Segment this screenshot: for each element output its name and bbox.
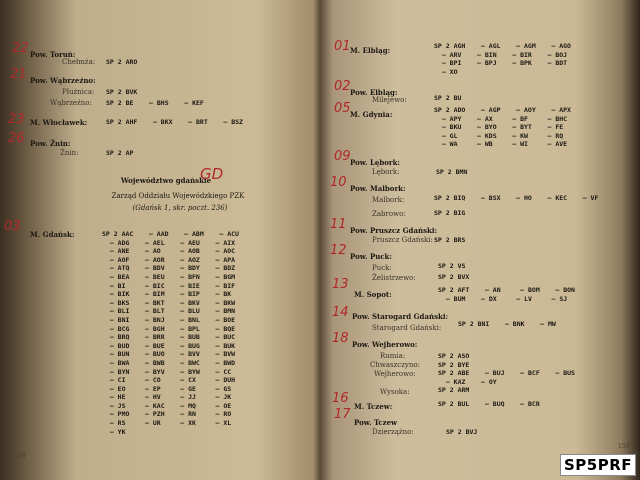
gdansk-heading: M. Gdańsk:: [30, 230, 75, 239]
callsign-codes: SP 2 BMN: [436, 168, 468, 176]
entry-place: Pruszcz Gdański:: [372, 236, 433, 244]
callsign-codes: SP 2 BIQ — BSX — HO — KEC — VF: [434, 194, 599, 202]
entry-place: Chwaszczyno:: [370, 361, 420, 369]
entry-heading: M. Elbląg:: [350, 46, 391, 55]
entry-place: Lębork:: [372, 168, 400, 176]
handwritten-annotation: 16: [332, 391, 349, 406]
entry-place: Puck:: [372, 264, 392, 272]
entry-heading: Pow. Elbląg:: [350, 88, 398, 97]
handwritten-annotation: 02: [334, 79, 351, 94]
callsign-codes: SP 2 BIG: [434, 209, 466, 217]
handwritten-annotation: 14: [332, 305, 349, 320]
callsign-codes: SP 2 BVK: [106, 88, 138, 96]
entry-heading: Pow. Wąbrzeźno:: [30, 76, 96, 85]
callsign-codes: SP 2 BE — BHS — KEF: [106, 99, 204, 107]
entry-heading: Pow. Lębork:: [350, 158, 401, 167]
handwritten-annotation: 03: [4, 219, 21, 234]
entry-heading: Pow. Tczew: [354, 418, 398, 427]
entry-heading: Pow. Toruń:: [30, 50, 76, 59]
handwritten-annotation: 18: [332, 331, 349, 346]
voivodeship-title: Województwo gdańskie: [120, 176, 212, 185]
entry-heading: Pow. Pruszcz Gdański:: [350, 226, 438, 235]
callsign-codes: SP 2 ASO: [438, 352, 470, 360]
entry-heading: M. Tczew:: [354, 402, 393, 411]
entry-place: Zabrowo:: [372, 210, 406, 218]
handwritten-annotation: 13: [332, 277, 349, 292]
callsign-codes: SP 2 AHF — BKX — BRT — BSZ: [106, 118, 243, 126]
entry-place: Żelistrzewo:: [372, 274, 416, 282]
callsign-codes: SP 2 BU: [434, 94, 462, 102]
address: (Gdańsk 1, skr. poczt. 236): [132, 204, 228, 212]
left-page: [0, 0, 312, 470]
callsign-codes: SP 2 BYE: [438, 361, 470, 369]
watermark-logo: SP5PRF: [560, 454, 636, 476]
entry-heading: Pow. Wejherowo:: [352, 340, 418, 349]
entry-place: Wejherowo:: [374, 370, 416, 378]
entry-heading: M. Gdynia:: [350, 110, 393, 119]
callsign-codes: SP 2 AFT — AN — BOM — BON — BUM — DX — LV — SJ: [438, 286, 575, 303]
entry-heading: Pow. Malbork:: [350, 184, 406, 193]
callsign-codes: SP 2 BVJ: [446, 428, 478, 436]
handwritten-annotation: 23: [8, 112, 25, 127]
callsign-codes: SP 2 ABE — BUJ — BCF — BUS — KAZ — OY: [438, 369, 575, 386]
callsign-codes: SP 2 ARO: [106, 58, 138, 66]
entry-place: Wysoka:: [380, 388, 410, 396]
handwritten-annotation: GD: [200, 165, 224, 183]
entry-place: Dzierzążno:: [372, 428, 414, 436]
entry-place: Malbork:: [372, 196, 405, 204]
callsign-codes: SP 2 AGH — AGL — AGM — AGO — ARV — BIN — BIR — BOJ — BPI — BPJ — BPK — BDT — XO: [434, 42, 571, 76]
board-title: Zarząd Oddziału Wojewódzkiego PZK: [111, 192, 245, 200]
entry-place: Starogard Gdański:: [372, 324, 442, 332]
entry-place: Rumia:: [380, 352, 406, 360]
callsign-codes: SP 2 AP: [106, 149, 134, 157]
right-page: [318, 0, 640, 470]
handwritten-annotation: 17: [334, 407, 351, 422]
entry-place: Płużnica:: [62, 88, 95, 96]
entry-place: Milejewo:: [372, 96, 407, 104]
callsign-codes: SP 2 BVX: [438, 273, 470, 281]
handwritten-annotation: 05: [334, 101, 351, 116]
handwritten-annotation: 01: [334, 39, 351, 54]
callsign-codes: SP 2 VS: [438, 262, 466, 270]
callsign-codes: SP 2 ARM: [438, 386, 470, 394]
callsign-codes: SP 2 ADO — AGP — AOY — APX — APY — AX — BF — BHC — BKU — BYO — BYT — FE — GL — KDS — KW — RQ — WA — WB — WI — AVE: [434, 106, 571, 149]
handwritten-annotation: 26: [8, 131, 25, 146]
handwritten-annotation: 10: [330, 175, 347, 190]
handwritten-annotation: 21: [10, 67, 27, 82]
entry-heading: Pow. Starogard Gdański:: [352, 312, 449, 321]
entry-heading: M. Sopot:: [354, 290, 392, 299]
handwritten-annotation: 12: [330, 243, 347, 258]
page-number: 159: [618, 443, 630, 450]
callsign-codes: SP 2 BRS: [434, 236, 466, 244]
entry-heading: Pow. Żnin:: [30, 139, 71, 148]
entry-place: Żnin:: [60, 149, 79, 157]
entry-place: Chełmża:: [62, 58, 96, 66]
handwritten-annotation: 09: [334, 149, 351, 164]
entry-place: Wąbrzeźno:: [50, 99, 92, 107]
handwritten-annotation: 22: [12, 41, 29, 56]
page-number: 158: [14, 453, 26, 460]
entry-heading: Pow. Puck:: [350, 252, 392, 261]
callsign-codes: SP 2 BNI — BNK — MW: [458, 320, 556, 328]
callsign-codes: SP 2 BUL — BUQ — BCR: [438, 400, 540, 408]
entry-heading: M. Włocławek:: [30, 118, 88, 127]
handwritten-annotation: 11: [330, 217, 347, 232]
gdansk-callsign-codes: SP 2 AAC — AAD — ABM — ACU — ADG — AEL — AEU — AIX — ANE — AO — AOB — AOC — AOF — AOR — AOZ — APA — ATQ — BDV — BDY — BDZ — BEA — BEU — BFN — BGM — BI — BIC — BIE — BIF — BIK — BIM — BIP — BK — BKS — BKT — BKV — BKW — BLI — BLT — BLU — BMN — BNI — BNJ — BNL — BOE — BCG — BGH — BPL — BQE — BRQ — BRR — BUB — BUC — BUD — BUE — BUG — BUK — BUN — BUO — BVV — BVW — BWA — BWB — BWC — BWD — BYN — BYV — BYW — CC — CI — CO — CX — DUH — EO — EP — GE — GS — HE — HV — JJ — JK — JS — KAC — MQ — OE — PMO — PZH — RN — RO — RS — UR — XK — XL — YK: [102, 230, 239, 436]
